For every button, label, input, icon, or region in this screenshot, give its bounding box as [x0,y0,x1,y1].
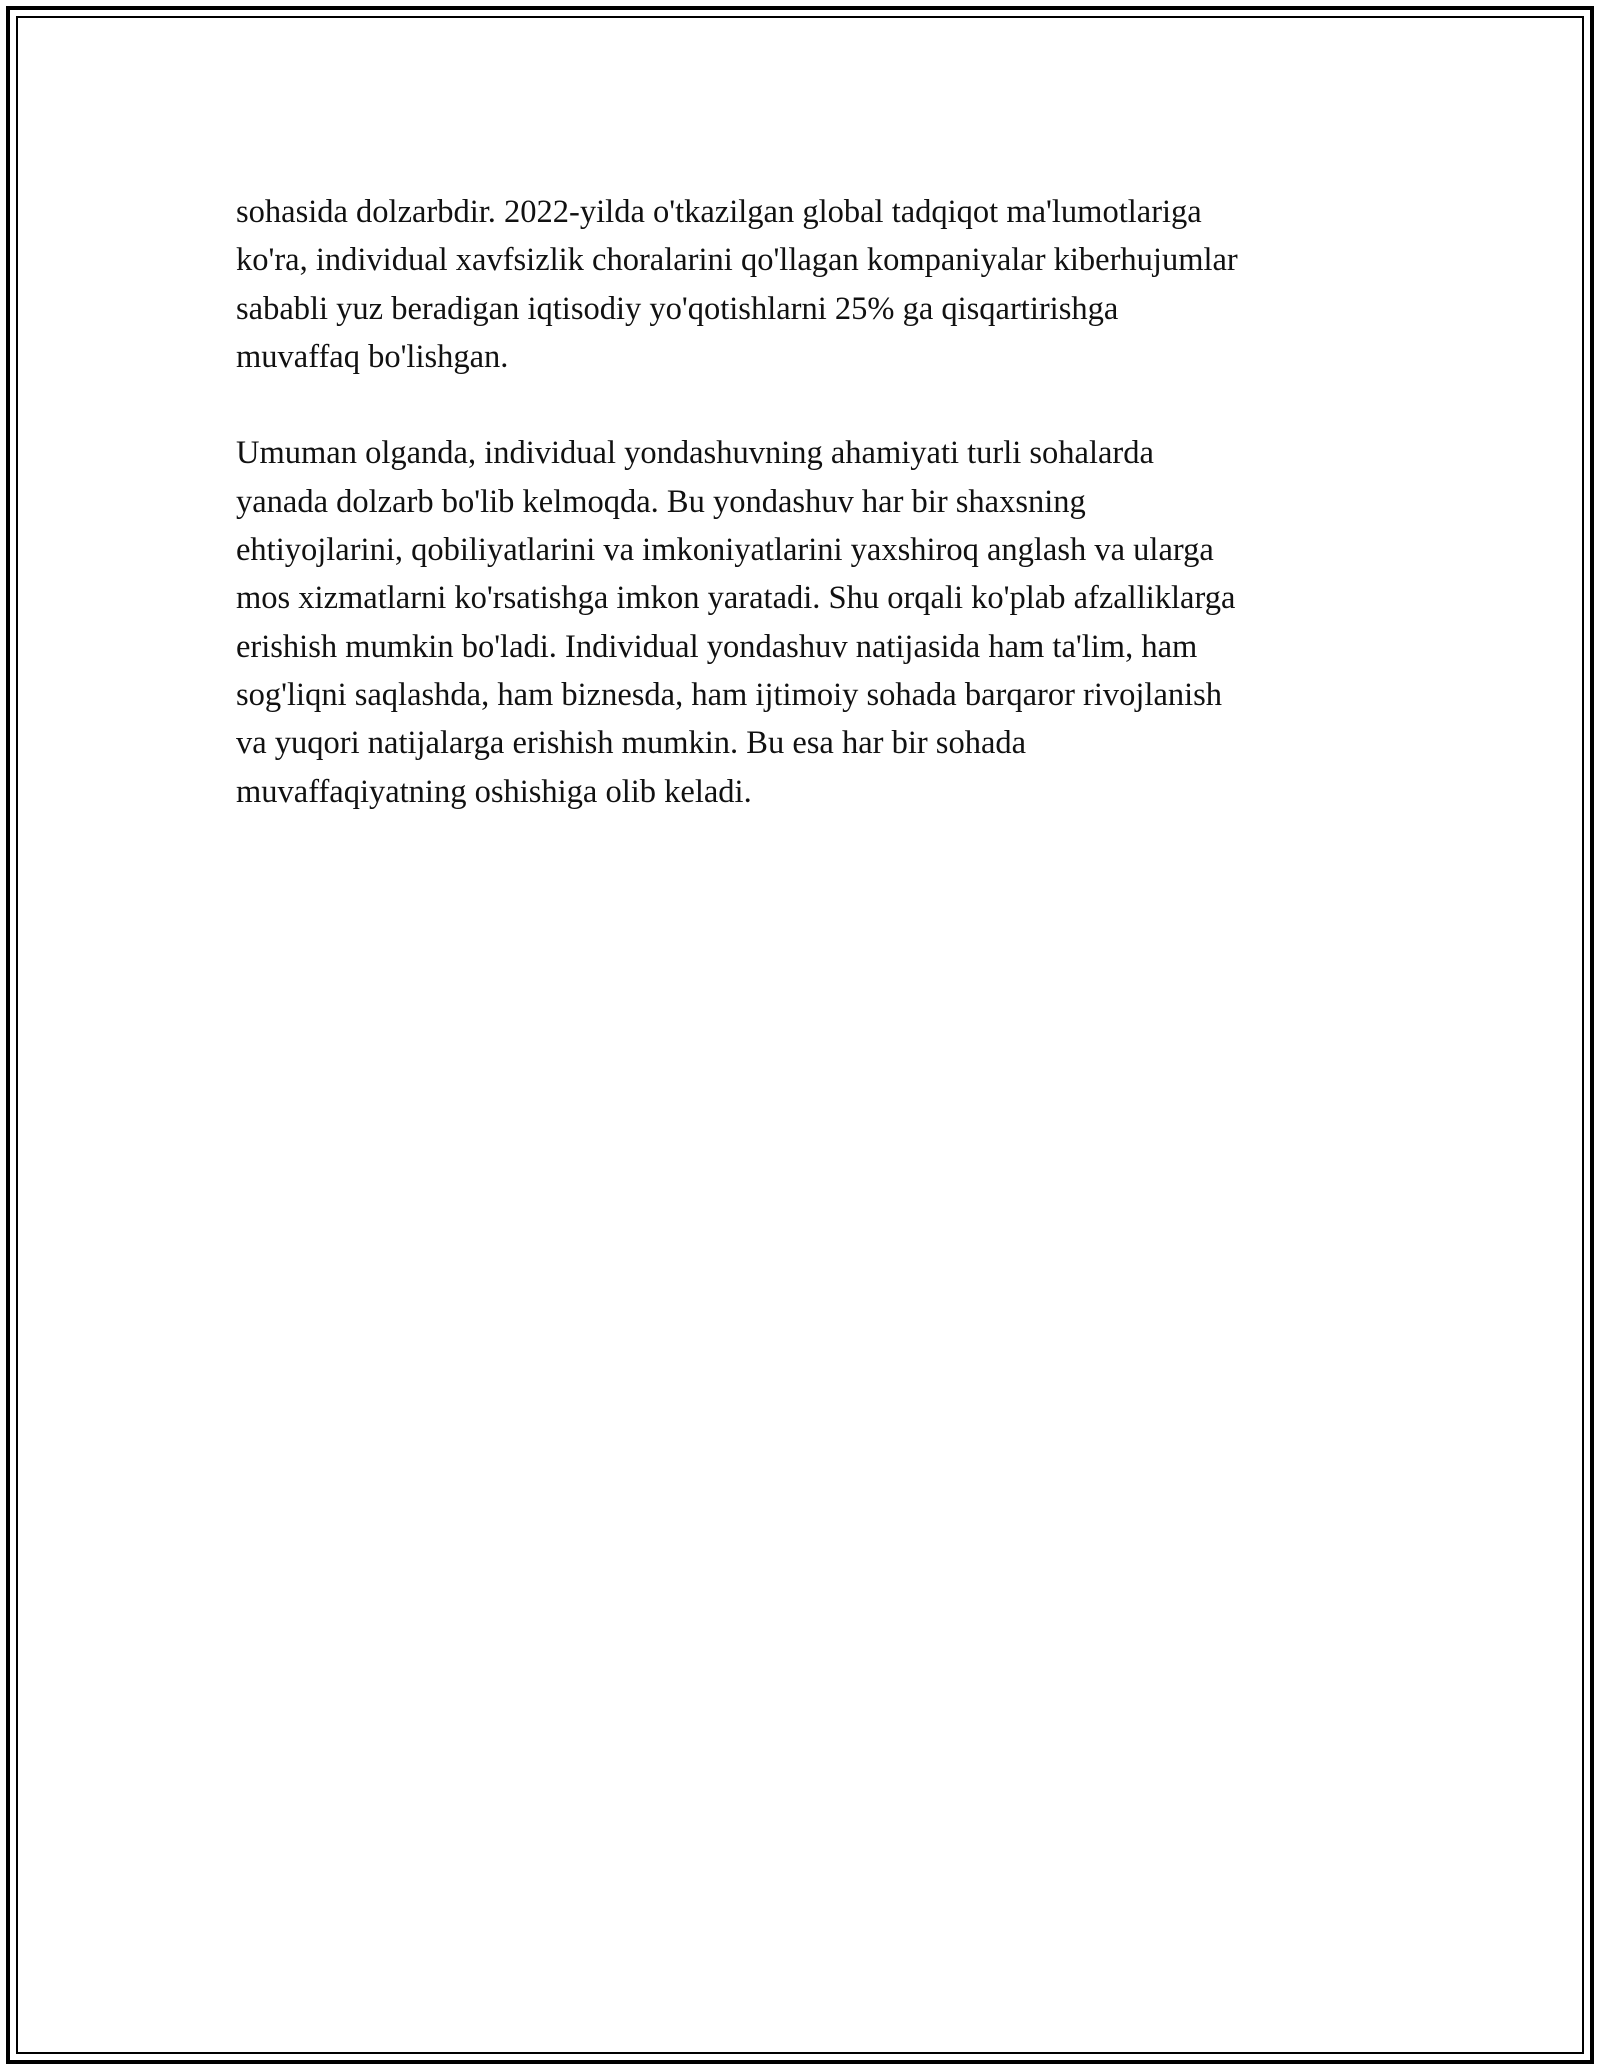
paragraph-2: Umuman olganda, individual yondashuvning ahamiyati turli sohalarda yanada dolzarb bo'lib kelmoqda. Bu yondashuv har bir shaxsning ehtiyojlarini, qobiliyatlarini va imkoniyatlarini yaxshiroq anglash va ularga mos xizmatlarni ko'rsatishga imkon yaratadi. Shu orqali ko'plab afzalliklarga erishish mumkin bo'ladi. Individual yondashuv natijasida ham ta'lim, ham sog'liqni saqlashda, ham biznesda, ham ijtimoiy sohada barqaror rivojlanish va yuqori natijalarga erishish mumkin. Bu esa har bir sohada muvaffaqiyatning oshishiga olib keladi. [236,435,1236,810]
paragraph-1: sohasida dolzarbdir. 2022-yilda o'tkazilgan global tadqiqot ma'lumotlariga ko'ra, individual xavfsizlik choralarini qo'llagan kompaniyalar kiberhujumlar sababli yuz beradigan iqtisodiy yo'qotishlarni 25% ga qisqartirishga muvaffaq bo'lishgan. [236,194,1238,375]
document-body [236,188,1376,816]
